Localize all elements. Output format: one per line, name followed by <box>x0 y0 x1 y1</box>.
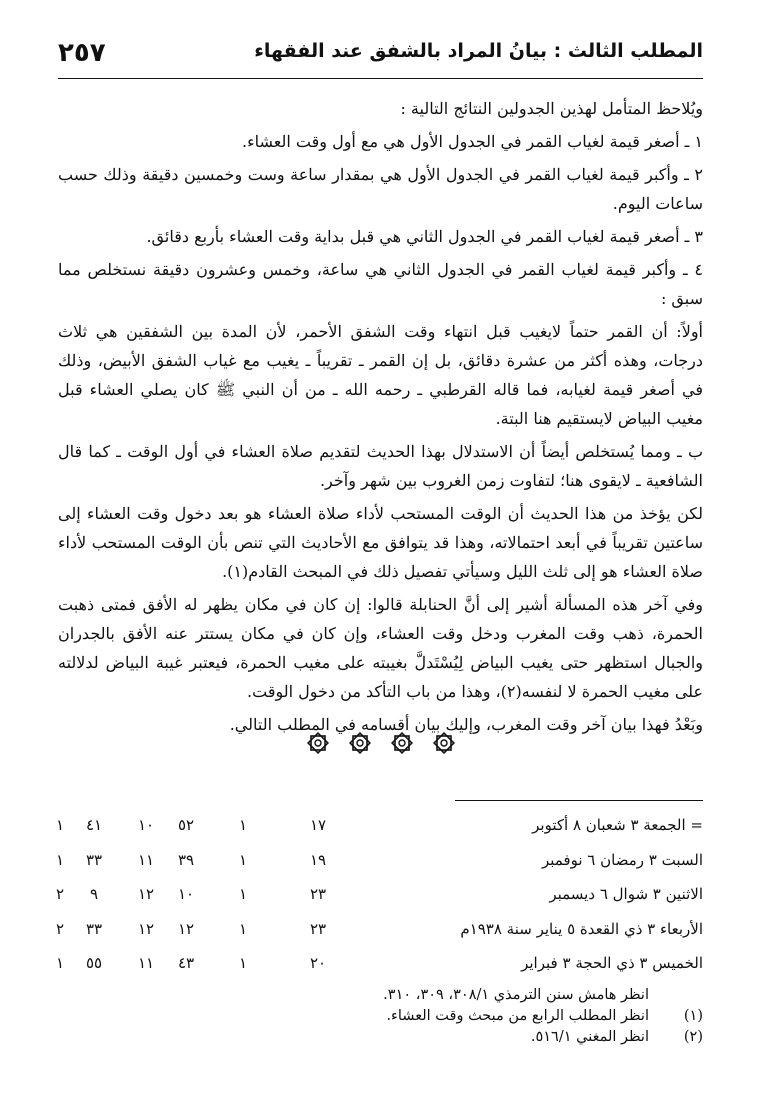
cell: ١١ <box>137 850 155 869</box>
paragraph: ٢ ـ وأكبر قيمة لغياب القمر في الجدول الأول هي بمقدار ساعة وست وخمسين دقيقة وذلك حسب ساعات اليوم. <box>58 165 703 213</box>
running-head: المطلب الثالث : بيانُ المراد بالشفق عند الفقهاء <box>254 40 703 62</box>
cell: ١ <box>55 954 65 972</box>
footnote-item <box>58 1006 703 1027</box>
cell: ١ <box>238 850 248 869</box>
footnote-number: (١) <box>683 1008 703 1024</box>
cell: ٢٠ <box>309 954 327 972</box>
table-row <box>55 950 703 985</box>
ornament-icon <box>433 732 455 754</box>
cell: ٥٢ <box>177 816 195 834</box>
table-row <box>55 881 703 916</box>
cell: ١ <box>238 885 248 903</box>
cell: ٥٥ <box>85 954 103 972</box>
paragraph: لكن يؤخذ من هذا الحديث أن الوقت المستحب لأداء صلاة العشاء هو بعد دخول وقت العشاء إلى ساعتين تقريباً في أبعد احتمالاته، وهذا قد يتوافق مع الأحاديث التي تنص بأن الوقت المستحب لأداء صلاة العشاء هو إلى ثلث الليل وسيأتي تفصيل ذلك في المبحث القادم(١). <box>58 504 703 581</box>
footnote-text: انظر المطلب الرابع من مبحث وقت العشاء. <box>386 1008 649 1024</box>
cell: ١٩ <box>309 850 327 869</box>
paragraph: ب ـ ومما يُستخلص أيضاً أن الاستدلال بهذا الحديث لتقديم صلاة العشاء في أول الوقت ـ كما قال الشافعية ـ لايقوى هنا؛ لتفاوت زمن الغروب بين شهر وآخر. <box>58 442 704 490</box>
table-row <box>55 812 703 847</box>
header-rule <box>58 78 703 79</box>
cell: ١ <box>55 850 65 869</box>
cell: ٣٣ <box>85 850 103 869</box>
cell: ٢ <box>55 919 65 938</box>
row-date: الأربعاء ٣ ذي القعدة ٥ يناير سنة ١٩٣٨م <box>460 919 703 938</box>
footnote-table <box>55 812 703 985</box>
ornament-icon <box>307 732 329 754</box>
table-row <box>55 847 703 882</box>
row-date: السبت ٣ رمضان ٦ نوفمبر <box>541 850 703 869</box>
ornament-icon <box>391 732 413 754</box>
row-date: الاثنين ٣ شوال ٦ ديسمبر <box>549 885 703 903</box>
row-date: = الجمعة ٣ شعبان ٨ أكتوبر <box>532 816 703 834</box>
body-text <box>58 94 703 743</box>
cell: ٢٣ <box>309 885 327 903</box>
paragraph: ٣ ـ أصغر قيمة لغياب القمر في الجدول الثاني هي قبل بداية وقت العشاء بأربع دقائق. <box>146 227 703 246</box>
table-row <box>55 916 703 951</box>
footnote-number: (٢) <box>683 1029 703 1045</box>
cell: ١٢ <box>137 885 155 903</box>
cell: ١٠ <box>177 885 195 903</box>
cell: ١ <box>238 816 248 834</box>
cell: ٩ <box>89 885 99 903</box>
cell: ١ <box>238 919 248 938</box>
cell: ٤١ <box>85 816 103 834</box>
section-end-ornaments <box>0 732 761 754</box>
row-date: الخميس ٣ ذي الحجة ٣ فبراير <box>521 954 703 972</box>
paragraph: وفي آخر هذه المسألة أشير إلى أنَّ الحنابلة قالوا: إن كان في مكان يظهر له الأفق فمتى ذهبت الحمرة، ذهب وقت المغرب ودخل وقت العشاء، وإن كان في مكان يستتر عنه الأفق بالجدران والجبال استظهر حتى يغيب البياض لِيُسْتَدلَّ بغيبته على مغيب الحمرة، فيعتبر غيبة البياض لدلالته على مغيب الحمرة لا لنفسه(٢)، وهذا من باب التأكد من دخول الوقت. <box>58 595 703 701</box>
paragraph: ويُلاحظ المتأمل لهذين الجدولين النتائج التالية : <box>400 99 703 118</box>
footnote-text: انظر المغني ٥١٦/١. <box>530 1029 649 1045</box>
cell: ١ <box>238 954 248 972</box>
cell: ٣٣ <box>85 919 103 938</box>
cell: ١٧ <box>309 816 327 834</box>
cell: ١٠ <box>137 816 155 834</box>
footnote-source: انظر هامش سنن الترمذي ٣٠٨/١، ٣٠٩، ٣١٠. <box>383 987 649 1003</box>
cell: ١٢ <box>137 919 155 938</box>
cell: ١ <box>55 816 65 834</box>
footnote-rule <box>455 800 703 801</box>
cell: ١١ <box>137 954 155 972</box>
paragraph: ٤ ـ وأكبر قيمة لغياب القمر في الجدول الثاني هي ساعة، وخمس وعشرون دقيقة نستخلص مما سبق : <box>58 260 703 308</box>
footnotes <box>58 985 703 1048</box>
page-number: ٢٥٧ <box>58 38 106 68</box>
cell: ٢٣ <box>309 919 327 938</box>
paragraph: وبَعْدُ فهذا بيان آخر وقت المغرب، وإليك بيان أقسامه في المطلب التالي. <box>229 715 703 734</box>
cell: ٤٣ <box>177 954 195 972</box>
paragraph: ١ ـ أصغر قيمة لغياب القمر في الجدول الأول هي مع أول وقت العشاء. <box>242 132 703 151</box>
cell: ٢ <box>55 885 65 903</box>
cell: ١٢ <box>177 919 195 938</box>
cell: ٣٩ <box>177 850 195 869</box>
paragraph: أولاً: أن القمر حتماً لايغيب قبل انتهاء وقت الشفق الأحمر، لأن المدة بين الشفقين هي ثلاث درجات، وهذه أكثر من عشرة دقائق، بل إن القمر ـ تقريباً ـ يغيب مع غياب الشفق الأبيض، وذلك في أصغر قيمة لغيابه، فما قاله القرطبي ـ رحمه الله ـ من أن النبي ﷺ كان يصلي العشاء قبل مغيب البياض لايستقيم هنا البتة. <box>58 322 703 428</box>
footnote-item <box>58 1027 703 1048</box>
ornament-icon <box>349 732 371 754</box>
